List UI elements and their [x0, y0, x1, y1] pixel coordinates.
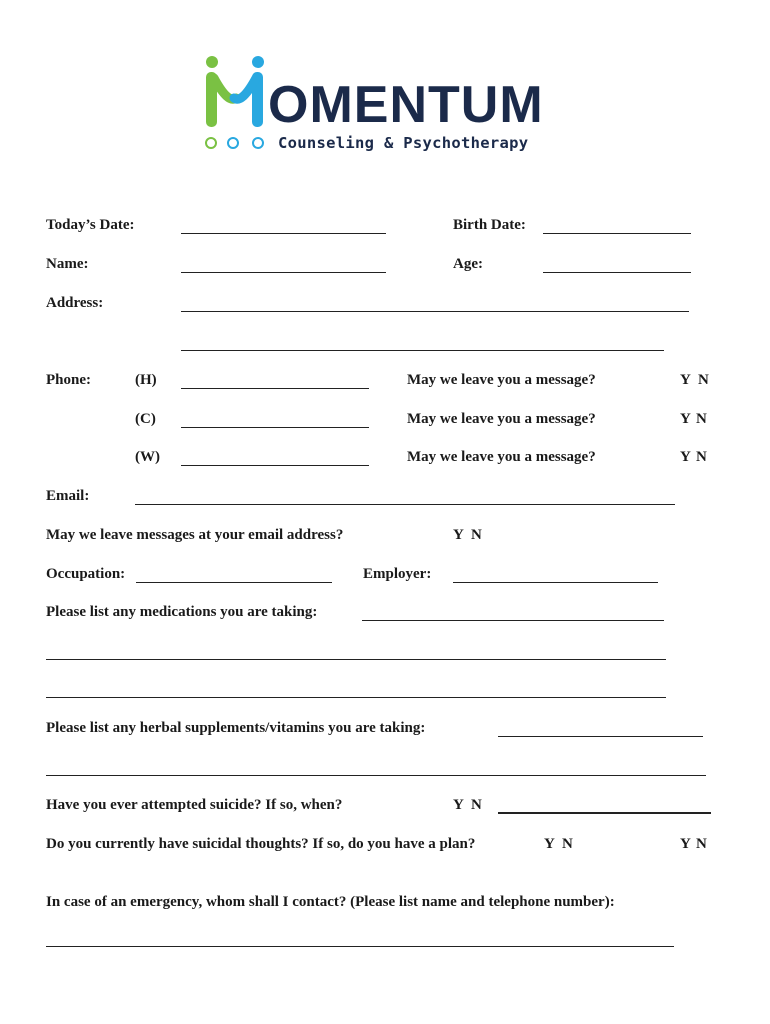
email-label: Email: [46, 488, 90, 504]
name-label: Name: [46, 256, 89, 272]
medications-field-line-2[interactable] [46, 659, 666, 660]
logo-wordmark: OMENTUM [268, 76, 544, 134]
medications-field-line-1[interactable] [362, 620, 664, 621]
logo-dot-icon [252, 137, 264, 149]
work-message-yn[interactable]: Y N [680, 449, 707, 465]
supplements-field-line-2[interactable] [46, 775, 706, 776]
home-message-yn[interactable]: Y N [680, 372, 709, 388]
supplements-label: Please list any herbal supplements/vitamins you are taking: [46, 720, 426, 736]
phone-home-field[interactable] [181, 388, 369, 389]
supplements-field-line-1[interactable] [498, 736, 703, 737]
home-message-question: May we leave you a message? [407, 372, 596, 388]
age-field[interactable] [543, 272, 691, 273]
birth-date-field[interactable] [543, 233, 691, 234]
address-label: Address: [46, 295, 104, 311]
occupation-field[interactable] [136, 582, 332, 583]
momentum-logo [200, 52, 570, 157]
phone-work-field[interactable] [181, 465, 369, 466]
email-message-yn[interactable]: Y N [453, 527, 482, 543]
suicide-attempt-question: Have you ever attempted suicide? If so, when? [46, 797, 343, 813]
phone-cell-field[interactable] [181, 427, 369, 428]
todays-date-label: Today’s Date: [46, 217, 135, 233]
phone-cell-label: (C) [135, 411, 156, 427]
name-field[interactable] [181, 272, 386, 273]
employer-label: Employer: [363, 566, 432, 582]
phone-work-label: (W) [135, 449, 160, 465]
people-icon [200, 54, 270, 134]
suicidal-plan-yn[interactable]: Y N [680, 836, 707, 852]
todays-date-field[interactable] [181, 233, 386, 234]
address-field-line-2[interactable] [181, 350, 664, 351]
occupation-label: Occupation: [46, 566, 126, 582]
medications-label: Please list any medications you are taking: [46, 604, 318, 620]
logo-dot-icon [205, 137, 217, 149]
suicidal-thoughts-question: Do you currently have suicidal thoughts? If so, do you have a plan? [46, 836, 476, 852]
age-label: Age: [453, 256, 483, 272]
emergency-contact-question: In case of an emergency, whom shall I contact? (Please list name and telephone number): [46, 894, 615, 910]
cell-message-question: May we leave you a message? [407, 411, 596, 427]
email-message-question: May we leave messages at your email address? [46, 527, 344, 543]
suicide-attempt-when-field[interactable] [498, 812, 711, 814]
cell-message-yn[interactable]: Y N [680, 411, 707, 427]
suicide-attempt-yn[interactable]: Y N [453, 797, 482, 813]
logo-dot-icon [227, 137, 239, 149]
employer-field[interactable] [453, 582, 658, 583]
phone-label: Phone: [46, 372, 91, 388]
logo-tagline: Counseling & Psychotherapy [278, 134, 529, 152]
suicidal-thoughts-yn[interactable]: Y N [544, 836, 573, 852]
emergency-contact-field[interactable] [46, 946, 674, 947]
phone-home-label: (H) [135, 372, 157, 388]
work-message-question: May we leave you a message? [407, 449, 596, 465]
birth-date-label: Birth Date: [453, 217, 526, 233]
address-field-line-1[interactable] [181, 311, 689, 312]
medications-field-line-3[interactable] [46, 697, 666, 698]
email-field[interactable] [135, 504, 675, 505]
